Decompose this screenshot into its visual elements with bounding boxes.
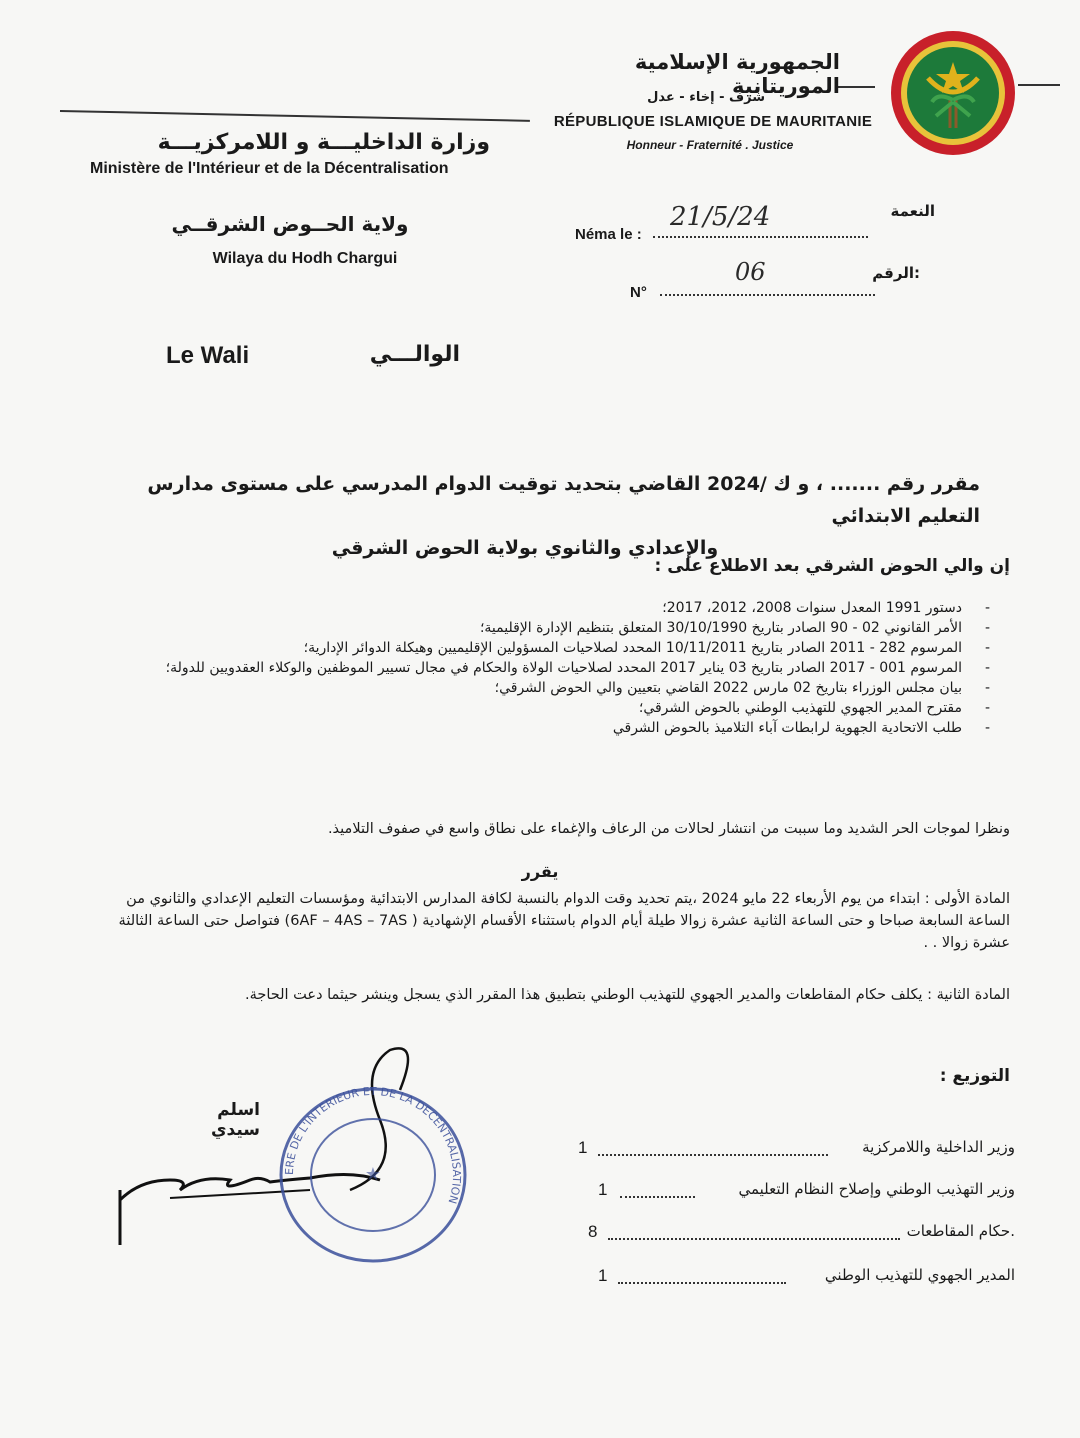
decision-title-line2: والإعدادي والثانوي بولاية الحوض الشرقي xyxy=(331,537,719,559)
header-rule-left xyxy=(60,110,530,122)
svg-text:★: ★ xyxy=(364,1164,382,1185)
distribution-dots xyxy=(608,1238,900,1240)
list-item: - مقترح المدير الجهوي للتهذيب الوطني بالحوض الشرقي؛ xyxy=(100,698,980,718)
place-date-label-fr: Néma le : xyxy=(575,226,642,243)
place-date-label-ar: النعمة xyxy=(890,202,935,220)
distribution-dots xyxy=(598,1154,828,1156)
distribution-dots xyxy=(618,1282,786,1284)
motto-ar: شرف - إخاء - عدل xyxy=(647,90,765,105)
distribution-recipient: وزير التهذيب الوطني وإصلاح النظام التعليمي xyxy=(738,1180,1015,1198)
number-label-ar: الرقم: xyxy=(872,264,920,282)
number-dotted-line xyxy=(660,278,875,296)
decides-heading: يقرر xyxy=(521,862,559,881)
distribution-row xyxy=(580,1222,1015,1248)
distribution-recipient: حكام المقاطعات. xyxy=(906,1222,1015,1240)
wali-title-ar: الوالـــي xyxy=(369,342,460,367)
article-two: المادة الثانية : يكلف حكام المقاطعات والمدير الجهوي للتهذيب الوطني بتطبيق هذا المقرر الذي يسجل وينشر حيثما دعت الحاجة. xyxy=(245,987,1010,1003)
distribution-dots xyxy=(620,1196,695,1198)
wilaya-name-ar: ولاية الحــوض الشرقــي xyxy=(171,212,409,236)
svg-text:ERE DE L'INTERIEUR ET DE LA DE: ERE DE L'INTERIEUR ET DE LA DECENTRALISATION xyxy=(282,1084,464,1206)
signer-name: اسلم سيدي xyxy=(210,1100,260,1140)
list-item: - بيان مجلس الوزراء بتاريخ 02 مارس 2022 القاضي بتعيين والي الحوض الشرقي؛ xyxy=(100,678,980,698)
motto-fr: Honneur - Fraternité . Justice xyxy=(626,138,794,152)
wilaya-name-fr: Wilaya du Hodh Chargui xyxy=(212,250,398,267)
list-item: - الأمر القانوني 02 - 90 الصادر بتاريخ 30/10/1990 المتعلق بتنظيم الإدارة الإقليمية؛ xyxy=(100,618,980,638)
distribution-title: التوزيع : xyxy=(939,1066,1010,1086)
distribution-qty: 1 xyxy=(598,1180,608,1199)
distribution-row xyxy=(570,1138,1015,1164)
list-item: - طلب الاتحادية الجهوية لرابطات آباء التلاميذ بالحوض الشرقي xyxy=(100,718,980,738)
decision-title xyxy=(130,468,980,564)
mauritania-seal-icon xyxy=(888,28,1018,158)
list-item: - المرسوم 001 - 2017 الصادر بتاريخ 03 يناير 2017 المحدد لصلاحيات الولاة والحكام في مجال تسيير الموظفين والوكلاء العقدويين للدولة؛ xyxy=(100,658,980,678)
distribution-qty: 1 xyxy=(598,1266,608,1285)
distribution-row xyxy=(590,1180,1015,1206)
ministry-name-ar: وزارة الداخليـــة و اللامركزيـــة xyxy=(157,130,490,155)
list-item: - دستور 1991 المعدل سنوات 2008، 2012، 2017؛ xyxy=(100,598,980,618)
intro-text: إن والي الحوض الشرقي بعد الاطلاع على : xyxy=(654,556,1010,576)
considerations-list xyxy=(100,598,980,738)
number-label-fr: N° xyxy=(630,284,647,301)
list-item: - المرسوم 282 - 2011 الصادر بتاريخ 10/11/2011 المحدد لصلاحيات المسؤولين الإقليميين وهيكلة الدوائر الإدارية؛ xyxy=(100,638,980,658)
header-rule-right xyxy=(835,86,875,88)
distribution-recipient: وزير الداخلية واللامركزية xyxy=(862,1138,1015,1156)
date-handwritten: 21/5/24 xyxy=(670,202,771,232)
distribution-qty: 1 xyxy=(578,1138,588,1157)
distribution-qty: 8 xyxy=(588,1222,598,1241)
distribution-row xyxy=(590,1266,1015,1292)
number-handwritten: 06 xyxy=(735,258,766,286)
header-rule-far-right xyxy=(1018,84,1060,86)
decision-title-line1: مقرر رقم ....... ، و ك /2024 القاضي بتحديد توقيت الدوام المدرسي على مستوى مدارس التعليم الابتدائي xyxy=(147,473,980,527)
distribution-recipient: المدير الجهوي للتهذيب الوطني xyxy=(824,1266,1015,1284)
article-one: المادة الأولى : ابتداء من يوم الأربعاء 22 مايو 2024 ،يتم تحديد وقت الدوام بالنسبة لكافة المدارس الابتدائية ومؤسسات التعليم الإعدادي والثانوي من الساعة السابعة صباحا و حتى الساعة الثانية عشرة زوالا طيلة أيام الدوام باستثناء الأقسام الإشهادية ( 6AF – 4AS – 7AS) فتواصل حتى الساعة الثالثة عشرة زوالا . . xyxy=(118,891,1010,951)
considering-paragraph: ونظرا لموجات الحر الشديد وما سببت من انتشار لحالات من الرعاف والإغماء على نطاق واسع في صفوف التلاميذ. xyxy=(327,821,1010,837)
wali-title-fr: Le Wali xyxy=(166,342,250,369)
republic-name-ar: الجمهورية الإسلامية الموريتانية xyxy=(634,50,840,98)
official-stamp xyxy=(268,1080,478,1270)
ministry-name-fr: Ministère de l'Intérieur et de la Décentralisation xyxy=(90,160,449,177)
republic-name-fr: RÉPUBLIQUE ISLAMIQUE DE MAURITANIE xyxy=(553,113,873,130)
